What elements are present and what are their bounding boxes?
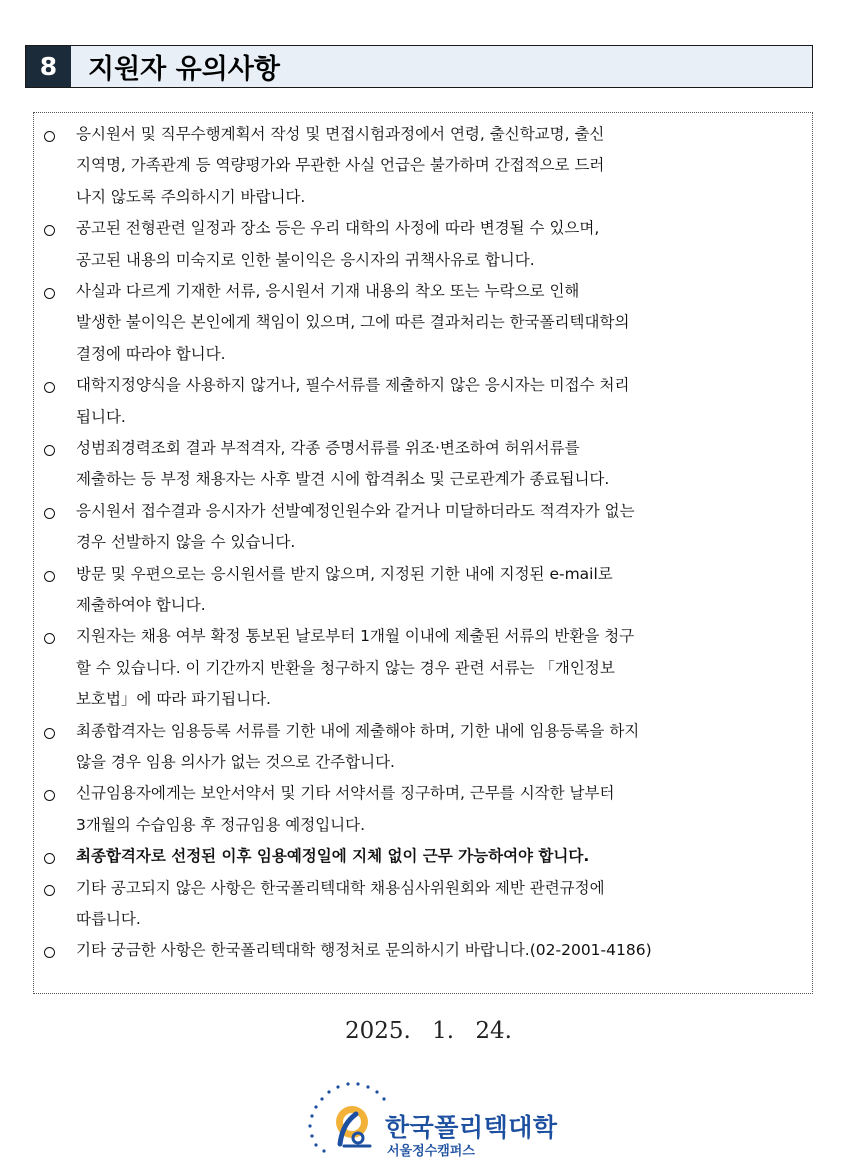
notice-line: 않을 경우 임용 의사가 없는 것으로 간주합니다. (76, 752, 395, 771)
notice-line: 공고된 전형관련 일정과 장소 등은 우리 대학의 사정에 따라 변경될 수 있으며, (76, 219, 600, 238)
bullet-circle-icon (44, 885, 55, 896)
notice-line: 응시원서 접수결과 응시자가 선발예정인원수와 같거나 미달하더라도 적격자가 없는 (76, 501, 635, 520)
campus-name: 서울정수캠퍼스 (387, 1144, 475, 1159)
section-title: 지원자 유의사항 (88, 54, 280, 85)
notice-line: 제출하여야 합니다. (76, 595, 206, 614)
notice-line: 지역명, 가족관계 등 역량평가와 무관한 사실 언급은 불가하며 간접적으로 드러 (76, 156, 605, 175)
notice-line: 신규임용자에게는 보안서약서 및 기타 서약서를 징구하며, 근무를 시작한 날부터 (76, 784, 615, 803)
notice-line: 지원자는 채용 여부 확정 통보된 날로부터 1개월 이내에 제출된 서류의 반환을 청구 (76, 627, 635, 646)
bullet-circle-icon (44, 131, 55, 142)
section-header (25, 45, 813, 88)
bullet-circle-icon (44, 571, 55, 582)
notice-line: 기타 공고되지 않은 사항은 한국폴리텍대학 채용심사위원회와 제반 관련규정에 (76, 878, 605, 897)
notice-line: 성범죄경력조회 결과 부적격자, 각종 증명서류를 위조·변조하여 허위서류를 (76, 439, 580, 457)
notice-line: 기타 궁금한 사항은 한국폴리텍대학 행정처로 문의하시기 바랍니다.(02-2001-4186) (76, 941, 652, 960)
bullet-circle-icon (44, 728, 55, 739)
document-date: 2025. 1. 24. (345, 1018, 512, 1044)
notice-line: 3개월의 수습임용 후 정규임용 예정입니다. (76, 815, 366, 834)
section-number: 8 (26, 46, 71, 87)
notice-line: 발생한 불이익은 본인에게 책임이 있으며, 그에 따른 결과처리는 한국폴리텍대학의 (76, 313, 630, 332)
notice-line: 할 수 있습니다. 이 기간까지 반환을 청구하지 않는 경우 관련 서류는 「개인정보 (76, 658, 615, 677)
notice-line: 사실과 다르게 기재한 서류, 응시원서 기재 내용의 착오 또는 누락으로 인해 (76, 282, 580, 300)
notice-line: 경우 선발하지 않을 수 있습니다. (76, 533, 296, 552)
notice-line: 최종합격자는 임용등록 서류를 기한 내에 제출해야 하며, 기한 내에 임용등록을 하지 (76, 721, 640, 740)
notice-line: 응시원서 및 직무수행계획서 작성 및 면접시험과정에서 연령, 출신학교명, 출신 (76, 125, 605, 143)
college-name: 한국폴리텍대학 (385, 1113, 558, 1142)
notice-line: 방문 및 우편으로는 응시원서를 받지 않으며, 지정된 기한 내에 지정된 e-mail로 (76, 564, 613, 583)
notice-line: 제출하는 등 부정 채용자는 사후 발견 시에 합격취소 및 근로관계가 종료됩니다. (76, 470, 610, 489)
notice-line: 결정에 따라야 합니다. (76, 344, 226, 363)
bullet-circle-icon (44, 288, 55, 299)
notice-line: 최종합격자로 선정된 이후 임용예정일에 지체 없이 근무 가능하여야 합니다. (76, 847, 590, 866)
bullet-circle-icon (44, 445, 55, 456)
notice-line: 따릅니다. (76, 909, 141, 928)
notice-line: 나지 않도록 주의하시기 바랍니다. (76, 187, 306, 206)
bullet-circle-icon (44, 508, 55, 519)
notice-line: 됩니다. (76, 407, 126, 426)
notice-line: 대학지정양식을 사용하지 않거나, 필수서류를 제출하지 않은 응시자는 미접수 처리 (76, 376, 630, 395)
notice-line: 공고된 내용의 미숙지로 인한 불이익은 응시자의 귀책사유로 합니다. (76, 250, 535, 269)
notice-line: 보호법」에 따라 파기됩니다. (76, 690, 271, 709)
